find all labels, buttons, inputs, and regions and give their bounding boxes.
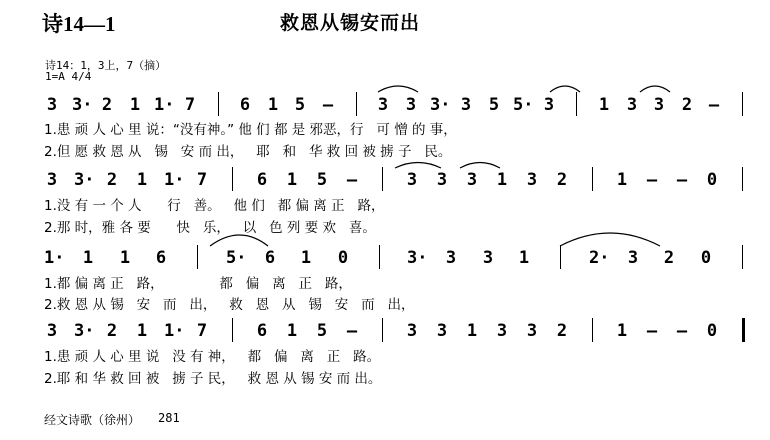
note: – <box>676 321 688 341</box>
note: 2 <box>106 321 118 341</box>
slur <box>378 86 418 92</box>
barline <box>197 245 198 269</box>
note: 6 <box>256 170 268 190</box>
note: 1 <box>136 321 148 341</box>
note: 1· <box>44 248 65 268</box>
barline <box>379 245 380 269</box>
note: 5 <box>488 95 500 115</box>
note: 0 <box>706 170 718 190</box>
note: 3 <box>406 170 418 190</box>
note: 1· <box>154 95 175 115</box>
note: 5· <box>226 248 247 268</box>
footer-page-number: 281 <box>158 411 180 425</box>
note: 1 <box>518 248 530 268</box>
note: 3 <box>496 321 508 341</box>
note: 6 <box>256 321 268 341</box>
note: 5 <box>316 321 328 341</box>
note: 1 <box>119 248 131 268</box>
footer-book: 经文诗歌（徐州） <box>44 413 141 427</box>
note: 3 <box>377 95 389 115</box>
note: 3 <box>526 170 538 190</box>
lyric-line-4-verse-2: 2.耶 和 华 救 回 被 掳 子 民， 救 恩 从 锡 安 而 出。 <box>44 371 382 387</box>
slur <box>460 163 500 169</box>
staff-line-3 <box>0 248 770 268</box>
note: 2 <box>681 95 693 115</box>
note: – <box>346 170 358 190</box>
note: 1 <box>286 321 298 341</box>
note: 3 <box>526 321 538 341</box>
note: – <box>646 321 658 341</box>
note: 3 <box>445 248 457 268</box>
note: 3 <box>653 95 665 115</box>
key-signature: 1=A 4/4 <box>45 70 92 83</box>
note: 3 <box>627 248 639 268</box>
staff-line-2 <box>0 170 770 190</box>
note: 1 <box>598 95 610 115</box>
note: 1 <box>82 248 94 268</box>
slur <box>210 235 268 246</box>
note: 1 <box>129 95 141 115</box>
note: – <box>708 95 720 115</box>
note: 2· <box>589 248 610 268</box>
lyric-line-3-verse-1: 1.都 偏 离 正 路， 都 偏 离 正 路， <box>44 276 352 292</box>
note: 1 <box>466 321 478 341</box>
barline <box>560 245 561 269</box>
note: 1 <box>286 170 298 190</box>
note: 3 <box>460 95 472 115</box>
note: 1 <box>267 95 279 115</box>
final-barline <box>742 318 745 342</box>
note: 2 <box>101 95 113 115</box>
note: 3 <box>46 321 58 341</box>
slur <box>395 163 441 169</box>
barline <box>382 167 383 191</box>
barline <box>742 245 743 269</box>
barline <box>592 167 593 191</box>
barline <box>218 92 219 116</box>
hymn-title: 救恩从锡安而出 <box>280 12 421 34</box>
note: 5· <box>513 95 534 115</box>
barline <box>356 92 357 116</box>
note: – <box>346 321 358 341</box>
scripture-reference: 诗14：1，3上，7（摘） <box>45 59 167 72</box>
note: 7 <box>196 170 208 190</box>
note: 3 <box>406 321 418 341</box>
note: 3 <box>543 95 555 115</box>
note: 3 <box>405 95 417 115</box>
note: 1 <box>616 321 628 341</box>
lyric-line-1-verse-1: 1.患 顽 人 心 里 说：“没有神。” 他 们 都 是 邪恶，行 可 憎 的 事， <box>44 122 457 138</box>
note: 1 <box>136 170 148 190</box>
lyric-line-4-verse-1: 1.患 顽 人 心 里 说 没 有 神， 都 偏 离 正 路。 <box>44 349 381 365</box>
note: 7 <box>184 95 196 115</box>
barline <box>232 167 233 191</box>
note: 5 <box>294 95 306 115</box>
note: 3 <box>466 170 478 190</box>
note: 1· <box>164 321 185 341</box>
note: 3· <box>72 95 93 115</box>
note: 3· <box>430 95 451 115</box>
note: 3· <box>74 170 95 190</box>
note: 2 <box>106 170 118 190</box>
note: 3 <box>46 170 58 190</box>
note: 3· <box>407 248 428 268</box>
note: 5 <box>316 170 328 190</box>
note: 6 <box>239 95 251 115</box>
note: 2 <box>556 321 568 341</box>
staff-line-4 <box>0 321 770 341</box>
note: 1 <box>616 170 628 190</box>
note: 3 <box>482 248 494 268</box>
barline <box>592 318 593 342</box>
note: 6 <box>264 248 276 268</box>
note: – <box>646 170 658 190</box>
barline <box>382 318 383 342</box>
barline <box>742 92 743 116</box>
note: – <box>676 170 688 190</box>
note: 1· <box>164 170 185 190</box>
note: 1 <box>496 170 508 190</box>
note: 0 <box>700 248 712 268</box>
note: 1 <box>300 248 312 268</box>
staff-line-1 <box>0 95 770 115</box>
barline <box>742 167 743 191</box>
lyric-line-2-verse-2: 2.那 时，雅 各 要 快 乐， 以 色 列 要 欢 喜。 <box>44 220 376 236</box>
note: 2 <box>556 170 568 190</box>
note: 3 <box>46 95 58 115</box>
barline <box>576 92 577 116</box>
note: 3 <box>626 95 638 115</box>
note: 6 <box>155 248 167 268</box>
barline <box>232 318 233 342</box>
lyric-line-3-verse-2: 2.救 恩 从 锡 安 而 出， 救 恩 从 锡 安 而 出， <box>44 297 415 313</box>
lyric-line-2-verse-1: 1.没 有 一 个 人 行 善。 他 们 都 偏 离 正 路， <box>44 198 385 214</box>
note: 0 <box>706 321 718 341</box>
note: 0 <box>337 248 349 268</box>
note: 2 <box>663 248 675 268</box>
slur <box>640 86 670 92</box>
note: 3 <box>436 170 448 190</box>
note: 3 <box>436 321 448 341</box>
note: – <box>322 95 334 115</box>
hymn-number: 诗14—1 <box>42 12 116 36</box>
lyric-line-1-verse-2: 2.但 愿 救 恩 从 锡 安 而 出， 耶 和 华 救 回 被 掳 子 民。 <box>44 144 452 160</box>
note: 3· <box>74 321 95 341</box>
note: 7 <box>196 321 208 341</box>
